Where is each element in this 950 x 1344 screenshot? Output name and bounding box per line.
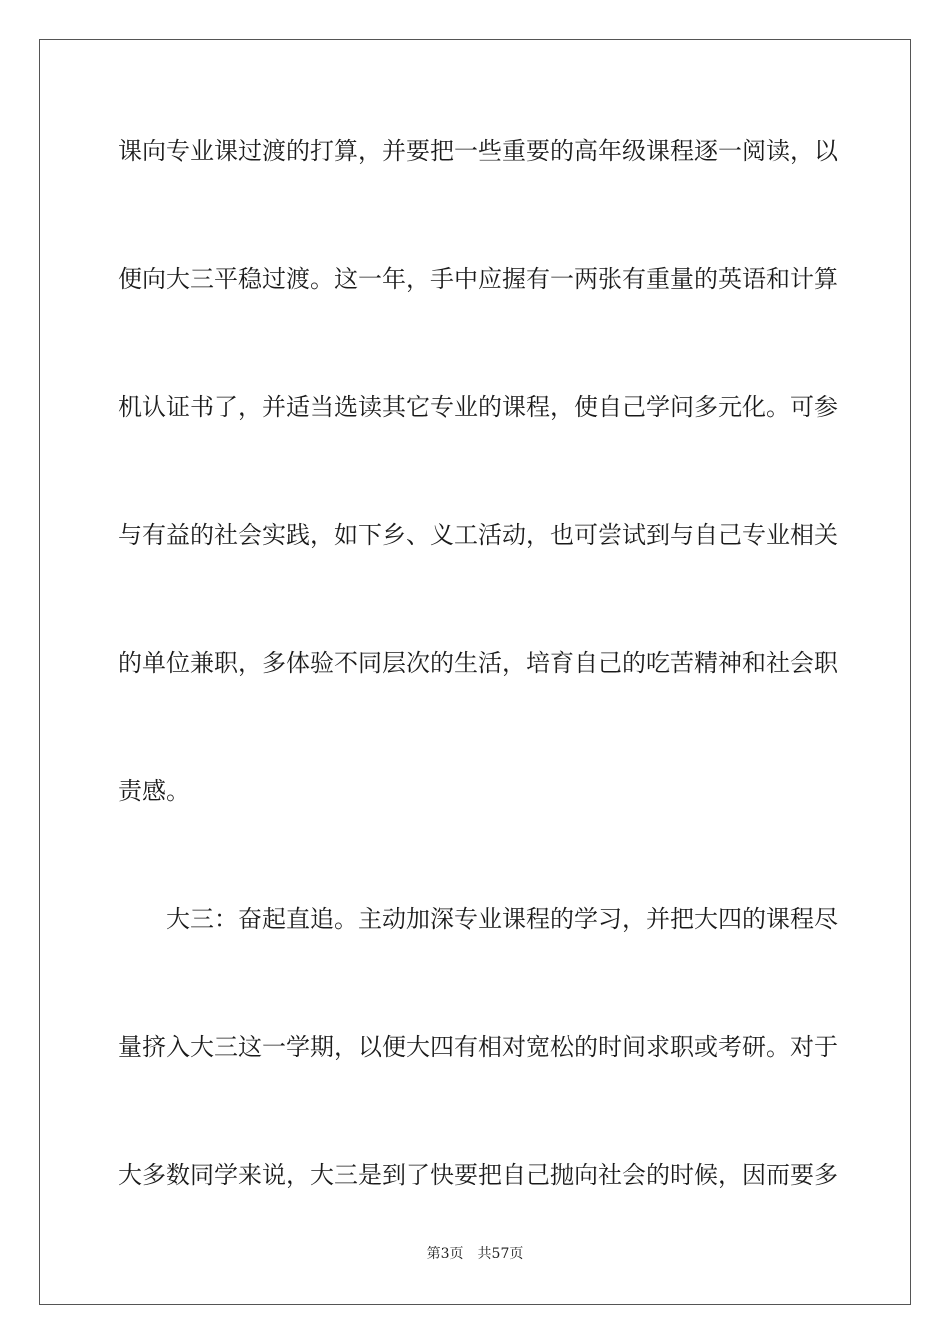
text-line: 机认证书了，并适当选读其它专业的课程，使自己学问多元化。可参 — [118, 393, 838, 421]
page-number: 第3页 — [426, 1246, 464, 1262]
text-line: 责感。 — [118, 777, 190, 805]
paragraph-start-line: 大三：奋起直追。主动加深专业课程的学习，并把大四的课程尽 — [166, 905, 838, 933]
text-line: 大多数同学来说，大三是到了快要把自己抛向社会的时候，因而要多 — [118, 1161, 838, 1189]
text-line: 课向专业课过渡的打算，并要把一些重要的高年级课程逐一阅读，以 — [118, 137, 838, 165]
page-footer — [0, 1243, 950, 1263]
text-line: 的单位兼职，多体验不同层次的生活，培育自己的吃苦精神和社会职 — [118, 649, 838, 677]
text-line: 与有益的社会实践，如下乡、义工活动，也可尝试到与自己专业相关 — [118, 521, 838, 549]
total-pages: 共57页 — [477, 1246, 524, 1262]
text-line: 便向大三平稳过渡。这一年，手中应握有一两张有重量的英语和计算 — [118, 265, 838, 293]
text-line: 量挤入大三这一学期，以便大四有相对宽松的时间求职或考研。对于 — [118, 1033, 838, 1061]
